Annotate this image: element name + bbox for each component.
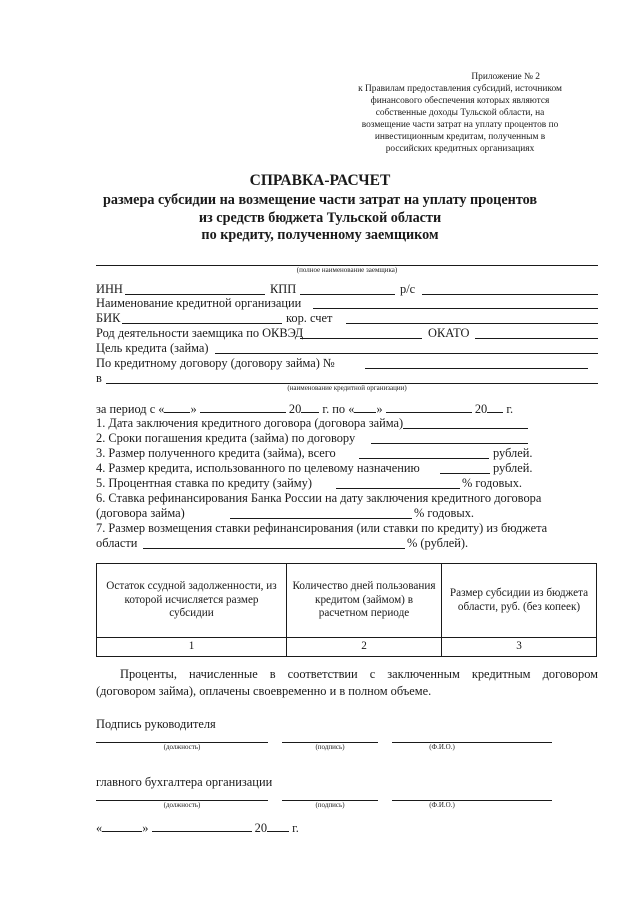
item-6-unit: % годовых. — [414, 506, 474, 520]
bank-hint: (наименование кредитной организации) — [287, 384, 407, 392]
statement-paragraph: Проценты, начисленные в соответствии с заключенным кредитным договором (договором займа), оплачены своевременно и в полном объеме. — [96, 667, 598, 698]
bik-field[interactable] — [122, 323, 282, 324]
appendix-line: к Правилам предоставления субсидий, источником — [358, 84, 562, 94]
quote-close: » — [190, 402, 197, 416]
bank-name-field[interactable] — [313, 308, 598, 309]
column-number-2: 2 — [287, 638, 442, 657]
item-7-unit: % (рублей). — [407, 536, 469, 550]
bank-name-label: Наименование кредитной организации — [96, 296, 302, 310]
okato-field[interactable] — [475, 338, 598, 339]
date-row — [96, 820, 299, 836]
corr-label: кор. счет — [286, 311, 333, 325]
item-6-line1: 6. Ставка рефинансирования Банка России на дату заключения кредитного договора — [96, 491, 542, 505]
header-subsidy-amount: Размер субсидии из бюджета области, руб. (без копеек) — [442, 564, 597, 638]
quote-close: » — [142, 821, 149, 835]
item-3-label: 3. Размер полученного кредита (займа), всего — [96, 446, 336, 460]
document-title: СПРАВКА-РАСЧЕТ — [249, 172, 391, 189]
item-2-label: 2. Сроки погашения кредита (займа) по договору — [96, 431, 356, 445]
accountant-fio-hint: (Ф.И.О.) — [429, 801, 455, 809]
subtitle-line: по кредиту, полученному заемщиком — [201, 227, 439, 243]
account-label: р/с — [400, 282, 416, 296]
account-field[interactable] — [422, 294, 598, 295]
head-signature-hint: (подпись) — [315, 743, 345, 751]
corr-field[interactable] — [346, 323, 598, 324]
calculation-table — [96, 563, 597, 657]
appendix-note — [318, 71, 602, 155]
accountant-signature-hint: (подпись) — [315, 801, 345, 809]
purpose-label: Цель кредита (займа) — [96, 341, 209, 355]
year-prefix: 20 — [474, 402, 488, 416]
quote-close: » — [376, 402, 383, 416]
item-7-line2: области — [96, 536, 138, 550]
item-5-field[interactable] — [336, 488, 460, 489]
subtitle-line: из средств бюджета Тульской области — [198, 209, 442, 226]
quote-open: « — [96, 821, 103, 835]
okved-label: Род деятельности заемщика по ОКВЭД — [96, 326, 304, 340]
kpp-label: КПП — [270, 282, 297, 296]
year-prefix: 20 — [288, 402, 302, 416]
accountant-signature-label: главного бухгалтера организации — [96, 775, 273, 789]
purpose-field[interactable] — [215, 353, 598, 354]
date-day-field[interactable] — [102, 820, 142, 832]
item-7-line1: 7. Размер возмещения ставки рефинансирования (или ставки по кредиту) из бюджета — [96, 521, 548, 535]
item-1-label: 1. Дата заключения кредитного договора (договора займа) — [96, 416, 404, 430]
head-position-hint: (должность) — [163, 743, 201, 751]
table-header-row — [97, 564, 597, 638]
period-mid-label: г. по « — [322, 402, 355, 416]
item-3-field[interactable] — [359, 458, 489, 459]
item-3-unit: рублей. — [493, 446, 533, 460]
column-number-1: 1 — [97, 638, 287, 657]
period-end-day-field[interactable] — [354, 401, 376, 413]
contract-label: По кредитному договору (договору займа) № — [96, 356, 335, 370]
item-5-label: 5. Процентная ставка по кредиту (займу) — [96, 476, 312, 490]
appendix-line: собственные доходы Тульской области, на — [375, 108, 545, 118]
period-start-month-field[interactable] — [200, 401, 286, 413]
okato-label: ОКАТО — [428, 326, 470, 340]
period-label: за период с « — [96, 402, 165, 416]
item-5-unit: % годовых. — [462, 476, 522, 490]
appendix-line: российских кредитных организациях — [385, 144, 535, 154]
appendix-line: инвестиционным кредитам, полученным в — [374, 132, 546, 142]
bik-label: БИК — [96, 311, 121, 325]
date-month-field[interactable] — [152, 820, 252, 832]
item-4-field[interactable] — [440, 473, 490, 474]
period-end-year-field[interactable] — [487, 401, 503, 413]
appendix-number: Приложение № 2 — [471, 72, 540, 82]
document-subtitle — [0, 192, 640, 245]
year-suffix: г. — [506, 402, 514, 416]
in-label: в — [96, 371, 102, 385]
inn-field[interactable] — [125, 294, 265, 295]
column-number-3: 3 — [442, 638, 597, 657]
head-fio-hint: (Ф.И.О.) — [429, 743, 455, 751]
item-1-field[interactable] — [403, 428, 528, 429]
head-signature-label: Подпись руководителя — [96, 717, 216, 731]
inn-label: ИНН — [96, 282, 123, 296]
year-prefix: 20 — [254, 821, 268, 835]
period-end-month-field[interactable] — [386, 401, 472, 413]
item-6-line2: (договора займа) — [96, 506, 185, 520]
okved-field[interactable] — [300, 338, 422, 339]
item-2-field[interactable] — [371, 443, 528, 444]
header-loan-balance: Остаток ссудной задолженности, из которой исчисляется размер субсидии — [97, 564, 287, 638]
header-days-count: Количество дней пользования кредитом (займом) в расчетном периоде — [287, 564, 442, 638]
item-4-label: 4. Размер кредита, использованного по целевому назначению — [96, 461, 420, 475]
period-row — [96, 401, 513, 417]
year-suffix: г. — [292, 821, 299, 835]
period-start-year-field[interactable] — [301, 401, 319, 413]
period-start-day-field[interactable] — [164, 401, 190, 413]
table-number-row — [97, 638, 597, 657]
borrower-hint: (полное наименование заемщика) — [296, 266, 398, 274]
accountant-position-hint: (должность) — [163, 801, 201, 809]
date-year-field[interactable] — [267, 820, 289, 832]
kpp-field[interactable] — [300, 294, 395, 295]
contract-field[interactable] — [365, 368, 588, 369]
item-7-field[interactable] — [143, 548, 405, 549]
item-4-unit: рублей. — [493, 461, 533, 475]
appendix-line: возмещение части затрат на уплату процентов по — [361, 120, 559, 130]
appendix-line: финансового обеспечения которых являются — [370, 96, 550, 106]
item-6-field[interactable] — [230, 518, 412, 519]
subtitle-line: размера субсидии на возмещение части затрат на уплату процентов — [103, 192, 537, 208]
